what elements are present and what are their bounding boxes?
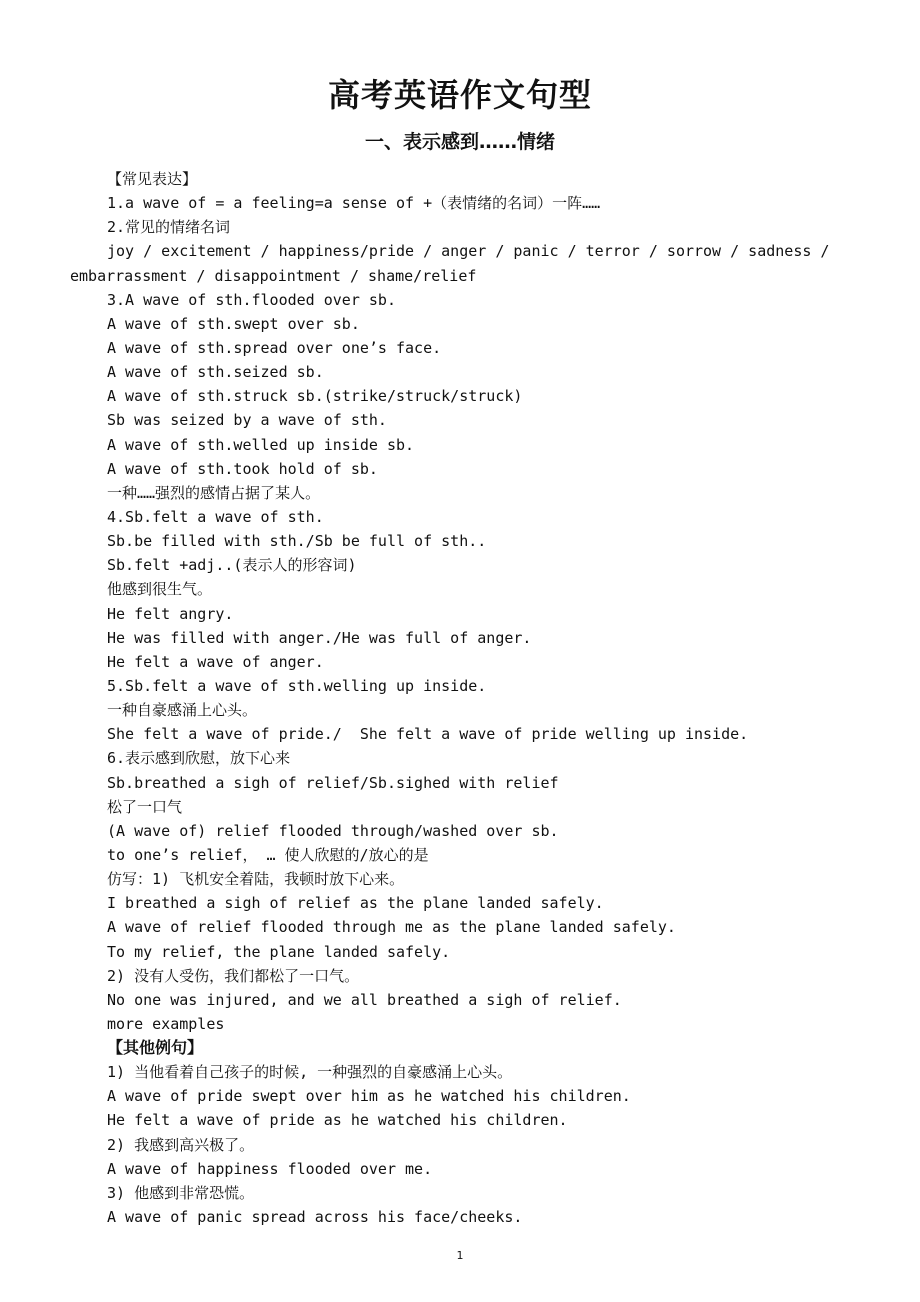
common-expressions-heading: 【常见表达】 [107, 170, 198, 188]
text-line: (A wave of) relief flooded through/washed over sb. [107, 821, 559, 840]
text-line: Sb.breathed a sigh of relief/Sb.sighed with relief [107, 773, 559, 792]
text-line: A wave of panic spread across his face/cheeks. [107, 1208, 523, 1227]
text-line: To my relief, the plane landed safely. [107, 942, 451, 961]
text-line: A wave of sth.seized sb. [107, 363, 324, 382]
text-line: joy / excitement / happiness/pride / anger / panic / terror / sorrow / sadness / [107, 242, 830, 261]
text-line: A wave of sth.took hold of sb. [107, 459, 378, 478]
text-line: embarrassment / disappointment / shame/relief [70, 266, 477, 285]
text-line: 1) 当他看着自己孩子的时候, 一种强烈的自豪感涌上心头。 [107, 1063, 513, 1082]
text-line: A wave of sth.spread over one’s face. [107, 338, 442, 357]
text-line: 3) 他感到非常恐慌。 [107, 1183, 255, 1202]
document-title: 高考英语作文句型 [327, 76, 592, 114]
text-line: 2) 我感到高兴极了。 [107, 1135, 255, 1154]
page-number: 1 [456, 1249, 464, 1262]
text-line: 5.Sb.felt a wave of sth.welling up inside. [107, 676, 487, 695]
text-line: 2) 没有人受伤，我们都松了一口气。 [107, 966, 360, 985]
text-line: 2.常见的情绪名词 [107, 218, 231, 237]
text-line: 1.a wave of = a feeling=a sense of +（表情绪的名词）一阵…… [107, 194, 601, 213]
text-line: A wave of sth.welled up inside sb. [107, 435, 415, 454]
document-body [70, 167, 860, 1229]
text-line: A wave of sth.struck sb.(strike/struck/struck) [107, 387, 523, 406]
text-line: 4.Sb.felt a wave of sth. [107, 507, 324, 526]
other-examples-heading: 【其他例句】 [107, 1038, 204, 1058]
text-line: A wave of pride swept over him as he watched his children. [107, 1087, 631, 1106]
text-line: He was filled with anger./He was full of anger. [107, 628, 532, 647]
section-heading: 一、表示感到……情绪 [364, 131, 555, 153]
text-line: 松了一口气 [107, 797, 183, 816]
text-line: 3.A wave of sth.flooded over sb. [107, 290, 396, 309]
text-line: A wave of happiness flooded over me. [107, 1159, 433, 1178]
text-line: No one was injured, and we all breathed a sigh of relief. [107, 990, 622, 1009]
text-line: 6.表示感到欣慰，放下心来 [107, 749, 291, 768]
text-line: A wave of relief flooded through me as the plane landed safely. [107, 918, 676, 937]
text-line: more examples [107, 1014, 225, 1033]
text-line: 一种……强烈的感情占据了某人。 [107, 483, 321, 502]
text-line: Sb was seized by a wave of sth. [107, 411, 387, 430]
text-line: 一种自豪感涌上心头。 [107, 701, 258, 720]
text-line: He felt a wave of anger. [107, 652, 324, 671]
text-line: A wave of sth.swept over sb. [107, 314, 360, 333]
text-line: 仿写：1) 飞机安全着陆，我顿时放下心来。 [107, 870, 405, 889]
text-line: He felt angry. [107, 604, 234, 623]
text-line: 他感到很生气。 [107, 580, 213, 599]
text-line: to one’s relief， … 使人欣慰的/放心的是 [107, 845, 429, 864]
text-line: She felt a wave of pride./ She felt a wave of pride welling up inside. [107, 725, 749, 744]
text-line: Sb.felt +adj..(表示人的形容词) [107, 556, 357, 575]
text-line: He felt a wave of pride as he watched his children. [107, 1111, 568, 1130]
text-line: I breathed a sigh of relief as the plane landed safely. [107, 894, 604, 913]
text-line: Sb.be filled with sth./Sb be full of sth.. [107, 532, 487, 551]
